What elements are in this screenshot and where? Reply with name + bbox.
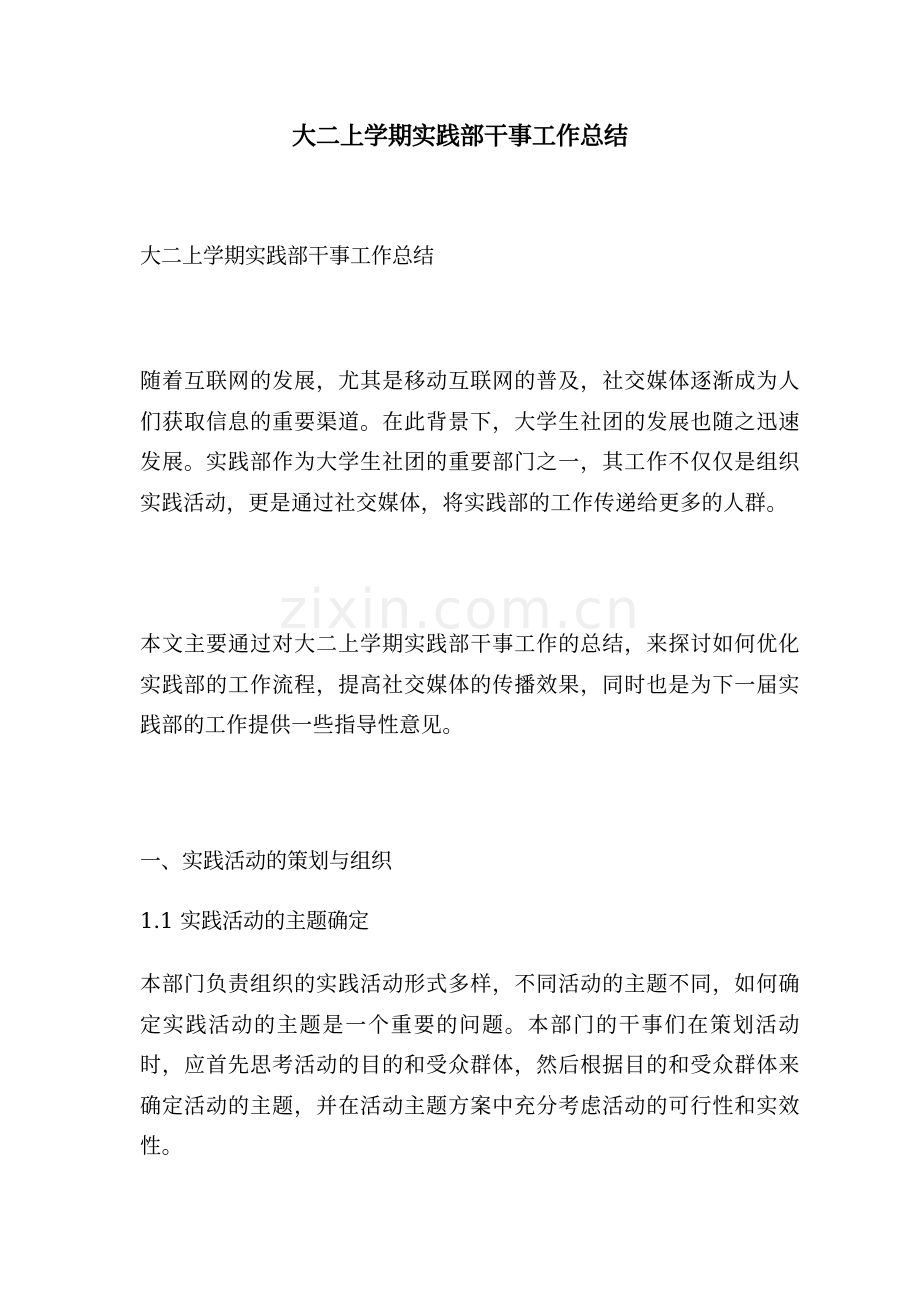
document-title: 大二上学期实践部干事工作总结	[292, 121, 628, 150]
paragraph-purpose: 本文主要通过对大二上学期实践部干事工作的总结，来探讨如何优化实践部的工作流程，提高社交媒体的传播效果，同时也是为下一届实践部的工作提供一些指导性意见。	[140, 632, 800, 737]
section-heading: 一、实践活动的策划与组织	[140, 849, 392, 873]
paragraph-theme: 本部门负责组织的实践活动形式多样，不同活动的主题不同，如何确定实践活动的主题是一个重要的问题。本部门的干事们在策划活动时，应首先思考活动的目的和受众群体，然后根据目的和受众群体来确定活动的主题，并在活动主题方案中充分考虑活动的可行性和实效性。	[140, 972, 800, 1158]
document-subtitle: 大二上学期实践部干事工作总结	[140, 244, 434, 268]
watermark: zixin.com.cn	[278, 578, 642, 641]
subsection-heading: 1.1 实践活动的主题确定	[140, 909, 370, 933]
paragraph-intro: 随着互联网的发展，尤其是移动互联网的普及，社交媒体逐渐成为人们获取信息的重要渠道。在此背景下，大学生社团的发展也随之迅速发展。实践部作为大学生社团的重要部门之一，其工作不仅仅是组织实践活动，更是通过社交媒体，将实践部的工作传递给更多的人群。	[140, 369, 800, 515]
